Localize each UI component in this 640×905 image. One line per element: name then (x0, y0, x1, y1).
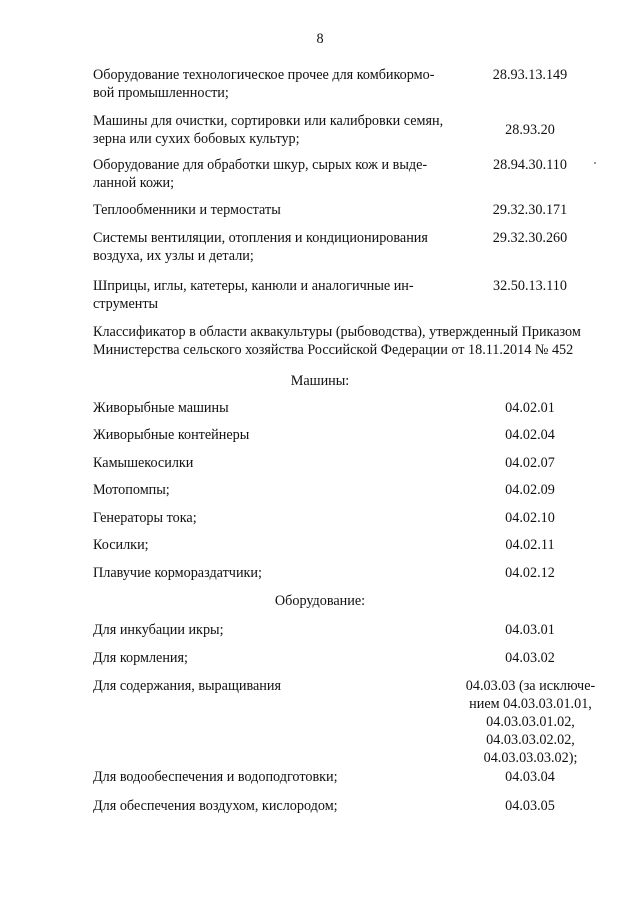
top-item-code: 28.94.30.110 (493, 157, 567, 173)
top-item-name: Оборудование технологическое прочее для комбикормо- вой промышленности; (93, 67, 435, 101)
top-item-name: Оборудование для обработки шкур, сырых кож и выде- ланной кожи; (93, 157, 428, 191)
equipment-code: 04.03.02 (505, 650, 555, 666)
top-item-code: 28.93.20 (505, 122, 555, 138)
machine-code: 04.02.09 (505, 482, 555, 498)
equipment-code: 04.03.03 (за исключе- нием 04.03.03.01.01, 04.03.03.01.02, 04.03.03.02.02, 04.03.03.03.02); (465, 678, 596, 766)
equipment-code: 04.03.04 (505, 769, 555, 785)
scan-speck (594, 162, 596, 164)
equipment-name: Для инкубации икры; (93, 622, 224, 638)
equipment-name: Для содержания, выращивания (93, 678, 281, 694)
machine-name: Живорыбные машины (93, 400, 229, 416)
machine-code: 04.02.11 (505, 537, 555, 553)
classifier-paragraph: Классификатор в области аквакультуры (рыбоводства), утвержденный Приказом Министерства сельского хозяйства Российской Федерации от 18.11.2014 № 452 (93, 324, 581, 358)
top-item-code: 32.50.13.110 (493, 278, 567, 294)
page-number: 8 (316, 31, 324, 47)
machine-name: Камышекосилки (93, 455, 194, 471)
equipment-name: Для обеспечения воздухом, кислородом; (93, 798, 338, 814)
machine-code: 04.02.12 (505, 565, 555, 581)
machine-code: 04.02.10 (505, 510, 555, 526)
machine-code: 04.02.07 (505, 455, 555, 471)
equipment-name: Для водообеспечения и водоподготовки; (93, 769, 338, 785)
machine-name: Живорыбные контейнеры (93, 427, 250, 443)
top-item-name: Системы вентиляции, отопления и кондиционирования воздуха, их узлы и детали; (93, 230, 428, 264)
equipment-code: 04.03.05 (505, 798, 555, 814)
top-item-name: Теплообменники и термостаты (93, 202, 281, 218)
machine-name: Плавучие кормораздатчики; (93, 565, 262, 581)
machine-code: 04.02.01 (505, 400, 555, 416)
machine-name: Косилки; (93, 537, 149, 553)
top-item-name: Шприцы, иглы, катетеры, канюли и аналогичные ин- струменты (93, 278, 414, 312)
top-item-code: 29.32.30.171 (492, 202, 568, 218)
equipment-heading: Оборудование: (274, 593, 366, 609)
machines-heading: Машины: (290, 373, 350, 389)
machine-code: 04.02.04 (505, 427, 555, 443)
machine-name: Мотопомпы; (93, 482, 170, 498)
equipment-name: Для кормления; (93, 650, 188, 666)
top-item-code: 28.93.13.149 (492, 67, 568, 83)
machine-name: Генераторы тока; (93, 510, 197, 526)
top-item-name: Машины для очистки, сортировки или калибровки семян, зерна или сухих бобовых культур; (93, 113, 444, 147)
top-item-code: 29.32.30.260 (492, 230, 568, 246)
equipment-code: 04.03.01 (505, 622, 555, 638)
